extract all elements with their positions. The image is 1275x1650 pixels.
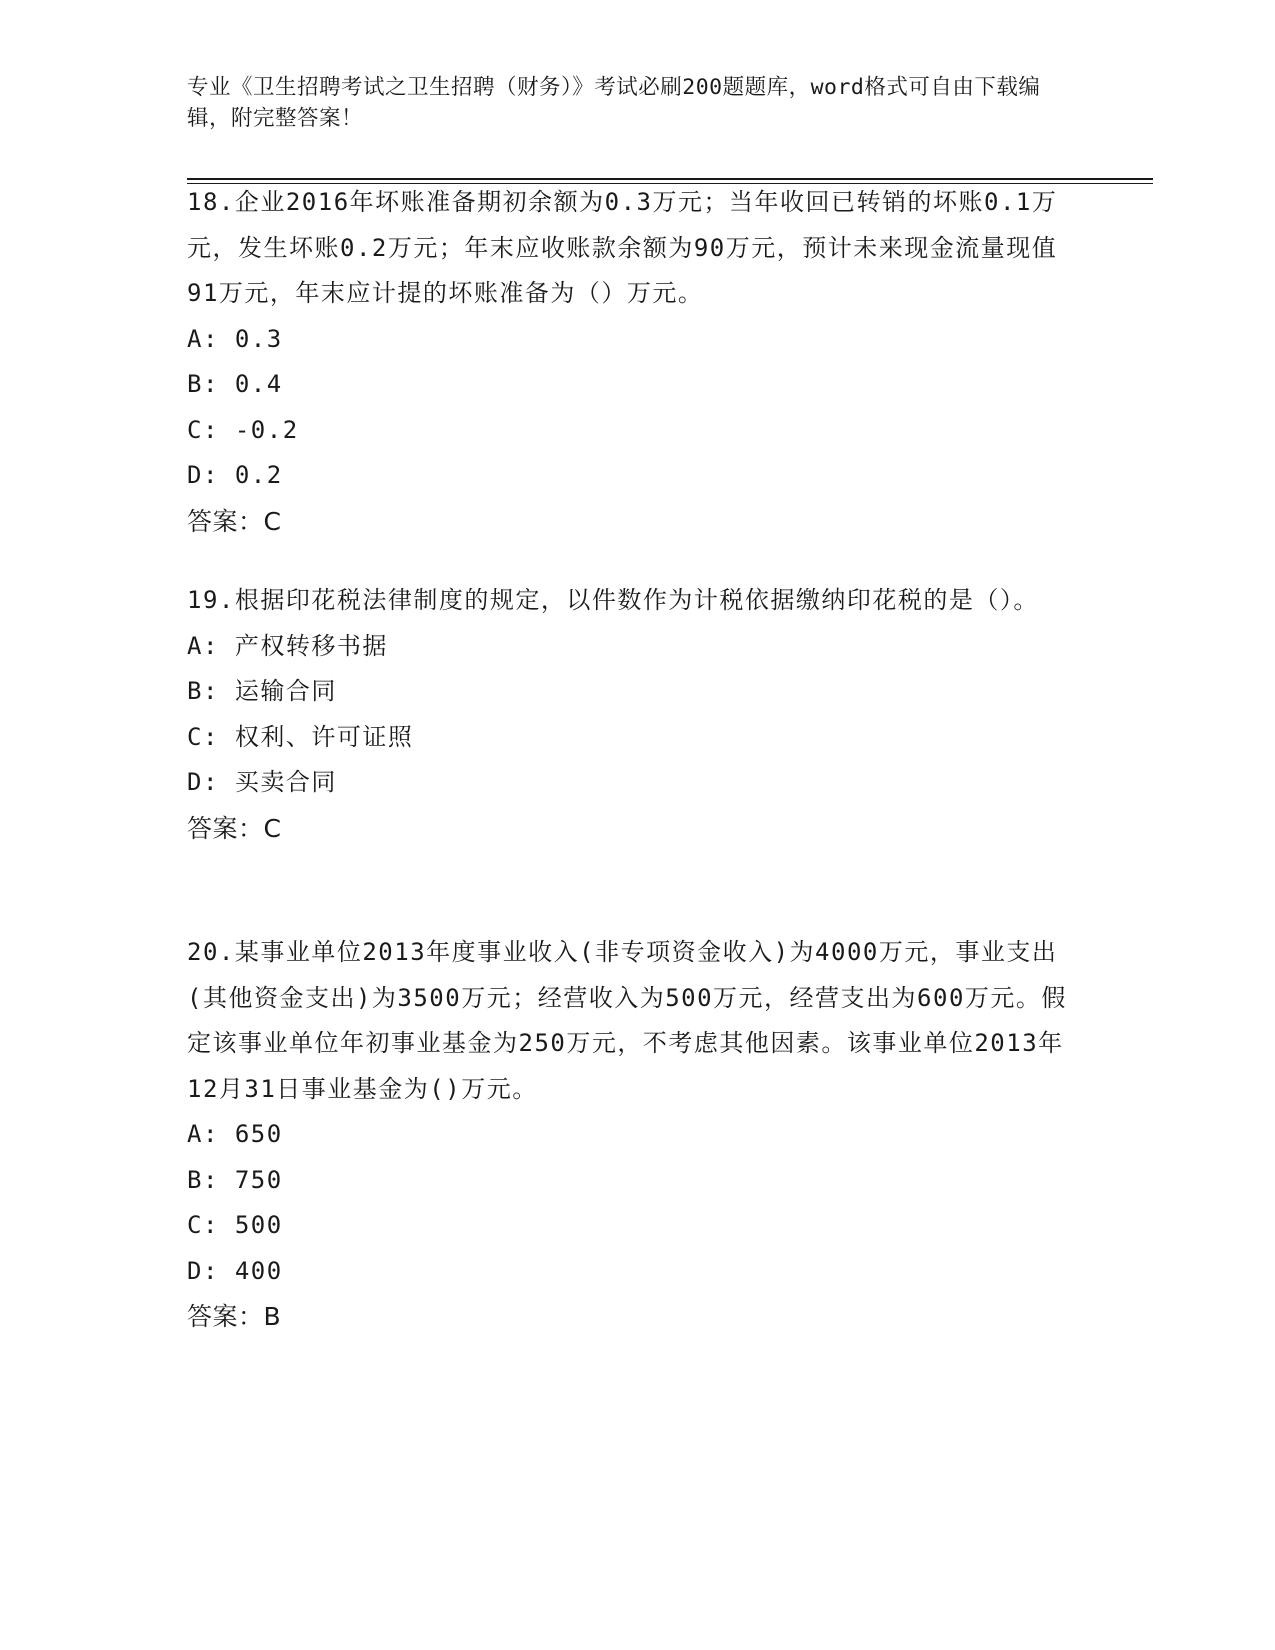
option-a: A: 650: [187, 1120, 283, 1148]
question-text: 19.根据印花税法律制度的规定，以件数作为计税依据缴纳印花税的是（）。: [187, 586, 1039, 614]
question-text: 18.企业2016年坏账准备期初余额为0.3万元；当年收回已转销的坏账0.1万元，发生坏账0.2万元；年末应收账款余额为90万元，预计未来现金流量现值91万元，年末应计提的坏账准备为（）万元。: [187, 188, 1058, 307]
option-d: D: 400: [187, 1256, 283, 1285]
option-a: A: 0.3: [187, 324, 283, 353]
answer: 答案：C: [187, 506, 282, 536]
option-a: A: 产权转移书据: [187, 631, 388, 660]
answer: 答案：C: [187, 813, 282, 843]
option-d: D: 0.2: [187, 461, 283, 489]
question-19: [187, 578, 1077, 851]
option-b: B: 750: [187, 1165, 283, 1194]
option-c: C: 500: [187, 1211, 283, 1239]
option-b: B: 运输合同: [187, 677, 337, 705]
option-d: D: 买卖合同: [187, 768, 337, 796]
document-header: 专业《卫生招聘考试之卫生招聘（财务）》考试必刷200题题库，word格式可自由下载编辑，附完整答案！: [187, 75, 1041, 131]
option-b: B: 0.4: [187, 370, 283, 398]
question-text: 20.某事业单位2013年度事业收入(非专项资金收入)为4000万元，事业支出(其他资金支出)为3500万元；经营收入为500万元，经营支出为600万元。假定该事业单位年初事业基金为250万元，不考虑其他因素。该事业单位2013年12月31日事业基金为()万元。: [187, 938, 1067, 1103]
question-18: [187, 180, 1077, 544]
option-c: C: 权利、许可证照: [187, 722, 414, 751]
question-20: [187, 930, 1077, 1340]
answer: 答案：B: [187, 1302, 282, 1331]
option-c: C: -0.2: [187, 415, 299, 444]
